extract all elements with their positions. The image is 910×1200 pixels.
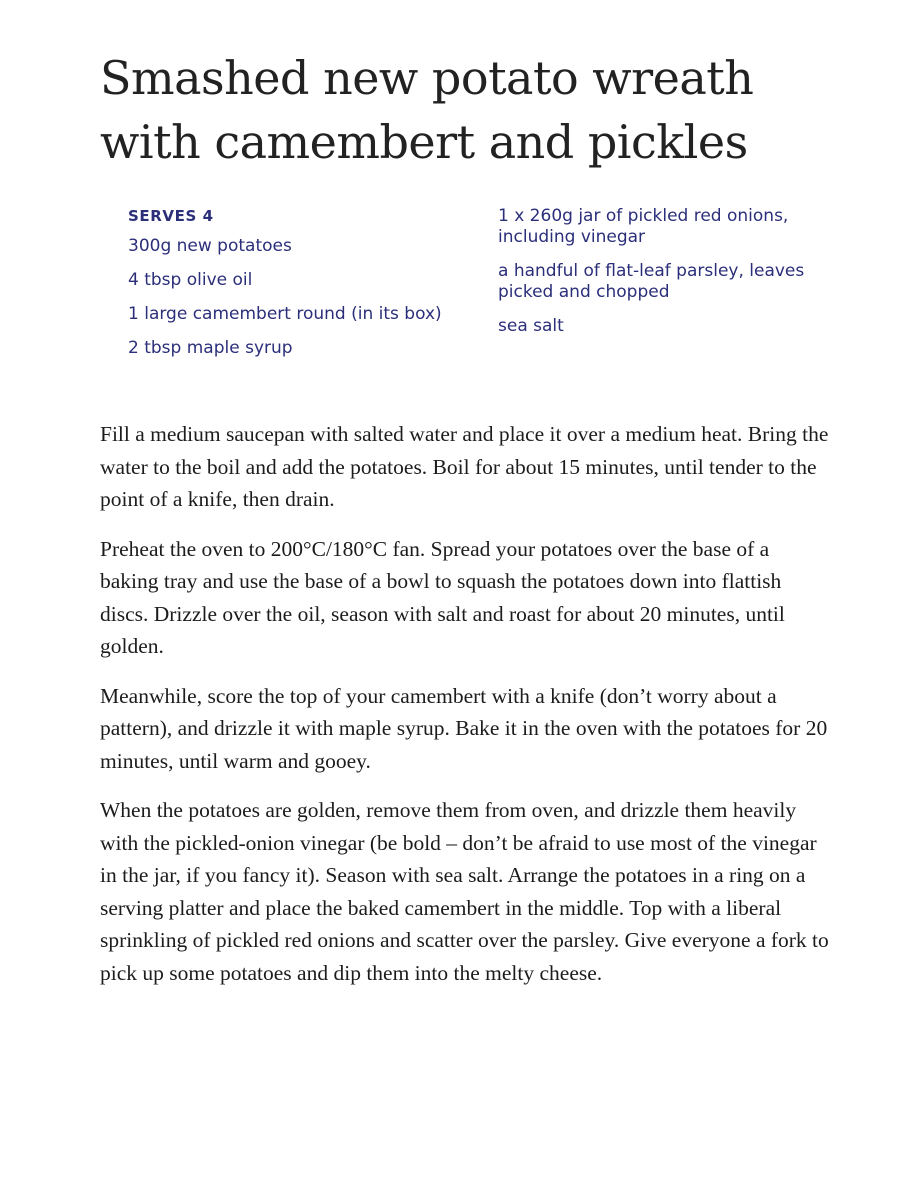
ingredient-item: sea salt [498,316,564,336]
ingredients-column-left [128,206,458,372]
method-section [100,418,830,1006]
serves-label: SERVES 4 [128,207,214,225]
method-step: Fill a medium saucepan with salted water and place it over a medium heat. Bring the water to the boil and add the potatoes. Boil for about 15 minutes, until tender to the point of a knife, then drain. [100,422,829,511]
ingredient-item: a handful of flat-leaf parsley, leaves picked and chopped [498,261,805,302]
ingredient-item: 4 tbsp olive oil [128,270,253,290]
recipe-title-line-2: with camembert and pickles [100,115,748,169]
ingredient-item: 1 x 260g jar of pickled red onions, including vinegar [498,206,789,247]
ingredients-column-right [498,206,843,350]
ingredient-item: 2 tbsp maple syrup [128,338,293,358]
method-step: When the potatoes are golden, remove them from oven, and drizzle them heavily with the pickled-onion vinegar (be bold – don’t be afraid to use most of the vinegar in the jar, if you fancy it). Season with sea salt. Arrange the potatoes in a ring on a serving platter and place the baked camembert in the middle. Top with a liberal sprinkling of pickled red onions and scatter over the parsley. Give everyone a fork to pick up some potatoes and dip them into the melty cheese. [100,798,829,985]
method-step: Preheat the oven to 200°C/180°C fan. Spread your potatoes over the base of a baking tray and use the base of a bowl to squash the potatoes down into flattish discs. Drizzle over the oil, season with salt and roast for about 20 minutes, until golden. [100,536,785,658]
ingredient-item: 1 large camembert round (in its box) [128,304,442,324]
method-step: Meanwhile, score the top of your camembert with a knife (don’t worry about a pattern), and drizzle it with maple syrup. Bake it in the oven with the potatoes for 20 minutes, until warm and gooey. [100,683,828,773]
ingredient-item: 300g new potatoes [128,236,292,256]
recipe-title-line-1: Smashed new potato wreath [100,51,754,105]
recipe-title [100,46,860,174]
